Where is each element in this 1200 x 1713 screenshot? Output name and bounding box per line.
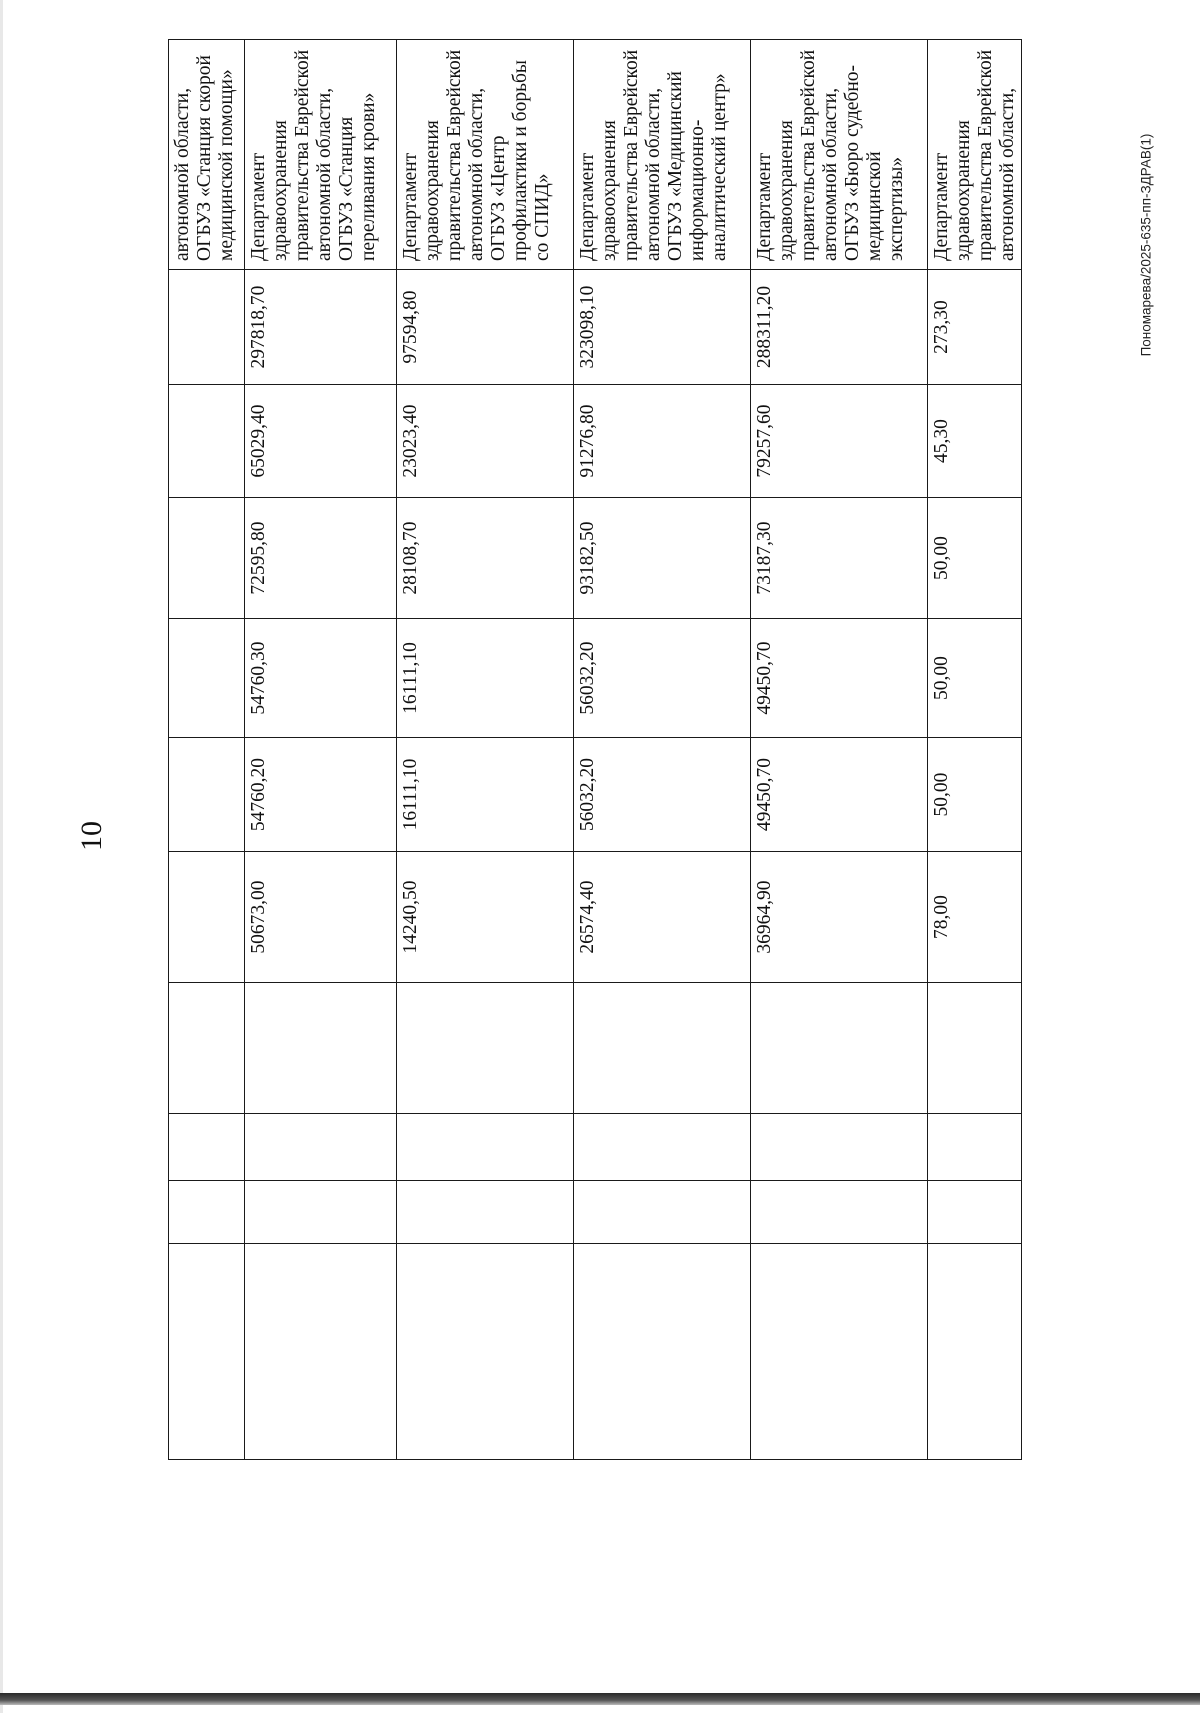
empty-cell xyxy=(169,1244,245,1460)
empty-cell xyxy=(574,1244,751,1460)
empty-cell xyxy=(574,983,751,1114)
empty-cell xyxy=(751,1244,928,1460)
empty-cell xyxy=(751,983,928,1114)
org-name-cell xyxy=(574,40,751,270)
org-name-line: Департамент здравоохранения правительства Еврейской автономной области, ОГБУЗ «Бюро судебно-медицинской экспертизы» xyxy=(754,49,907,261)
table-cell: 56032,20 xyxy=(574,738,751,852)
empty-cell xyxy=(397,983,574,1114)
table-cell: 91276,80 xyxy=(574,385,751,498)
empty-cell xyxy=(928,1114,1022,1181)
table-cell: 50673,00 xyxy=(245,852,397,983)
table-cell xyxy=(169,738,245,852)
table-cell xyxy=(169,385,245,498)
table-row xyxy=(928,40,1022,1460)
table-row xyxy=(169,40,245,1460)
table-cell: 49450,70 xyxy=(751,738,928,852)
empty-cell xyxy=(751,1181,928,1244)
table-cell: 23023,40 xyxy=(397,385,574,498)
table-cell: 26574,40 xyxy=(574,852,751,983)
table-cell: 16111,10 xyxy=(397,738,574,852)
table-row xyxy=(245,40,397,1460)
table-cell: 78,00 xyxy=(928,852,1022,983)
org-name-cell xyxy=(245,40,397,270)
org-name-cell xyxy=(397,40,574,270)
empty-cell xyxy=(169,1114,245,1181)
table-cell: 49450,70 xyxy=(751,619,928,738)
table-cell: 16111,10 xyxy=(397,619,574,738)
table-cell: 28108,70 xyxy=(397,498,574,619)
org-name-line: Департамент здравоохранения правительства Еврейской автономной области, ОГБУЗ «Центр профилактики и борьбы со СПИД» xyxy=(400,49,553,261)
org-name-line: Департамент здравоохранения правительства Еврейской автономной области, ОГБУЗ «Медицинский информационно-аналитический центр» xyxy=(577,49,730,261)
budget-table xyxy=(168,39,1022,1460)
empty-cell xyxy=(169,983,245,1114)
empty-cell xyxy=(245,1244,397,1460)
empty-cell xyxy=(928,1244,1022,1460)
org-name-cell xyxy=(928,40,1022,270)
table-row xyxy=(574,40,751,1460)
table-cell: 54760,20 xyxy=(245,738,397,852)
scan-bottom-bar xyxy=(0,1693,1200,1705)
table-cell: 54760,30 xyxy=(245,619,397,738)
table-cell xyxy=(169,852,245,983)
org-name-line: Департамент здравоохранения правительства Еврейской автономной области, ОГБУЗ «Станция переливания крови» xyxy=(248,49,379,261)
org-name-cell xyxy=(751,40,928,270)
table-cell: 14240,50 xyxy=(397,852,574,983)
empty-cell xyxy=(574,1114,751,1181)
empty-cell xyxy=(574,1181,751,1244)
table-cell: 72595,80 xyxy=(245,498,397,619)
table-cell xyxy=(169,498,245,619)
rotated-table-container xyxy=(168,40,1087,1460)
table-cell: 56032,20 xyxy=(574,619,751,738)
empty-cell xyxy=(245,1114,397,1181)
table-cell: 36964,90 xyxy=(751,852,928,983)
empty-cell xyxy=(751,1114,928,1181)
table-cell: 73187,30 xyxy=(751,498,928,619)
empty-cell xyxy=(928,983,1022,1114)
empty-cell xyxy=(245,1181,397,1244)
table-cell: 323098,10 xyxy=(574,270,751,385)
table-cell: 65029,40 xyxy=(245,385,397,498)
table-row xyxy=(751,40,928,1460)
page-number: 10 xyxy=(75,821,108,851)
table-cell: 45,30 xyxy=(928,385,1022,498)
document-reference-text: Пономарева/2025-635-пп-ЗДРАВ(1) xyxy=(1138,133,1154,357)
table-cell xyxy=(169,619,245,738)
empty-cell xyxy=(245,983,397,1114)
table-cell xyxy=(169,270,245,385)
table-cell: 50,00 xyxy=(928,619,1022,738)
empty-cell xyxy=(397,1244,574,1460)
org-name-line: Департамент здравоохранения правительства Еврейской автономной области, xyxy=(931,49,1018,261)
empty-cell xyxy=(397,1181,574,1244)
table-row xyxy=(397,40,574,1460)
org-name-cell xyxy=(169,40,245,270)
empty-cell xyxy=(397,1114,574,1181)
empty-cell xyxy=(928,1181,1022,1244)
table-cell: 288311,20 xyxy=(751,270,928,385)
table-cell: 50,00 xyxy=(928,738,1022,852)
table-cell: 50,00 xyxy=(928,498,1022,619)
table-cell: 93182,50 xyxy=(574,498,751,619)
table-cell: 273,30 xyxy=(928,270,1022,385)
table-cell: 79257,60 xyxy=(751,385,928,498)
table-cell: 297818,70 xyxy=(245,270,397,385)
scan-edge-left xyxy=(0,0,3,1713)
document-reference xyxy=(1136,105,1156,385)
table-cell: 97594,80 xyxy=(397,270,574,385)
empty-cell xyxy=(169,1181,245,1244)
org-name-line: автономной области, ОГБУЗ «Станция скорой медицинской помощи» xyxy=(172,55,237,261)
